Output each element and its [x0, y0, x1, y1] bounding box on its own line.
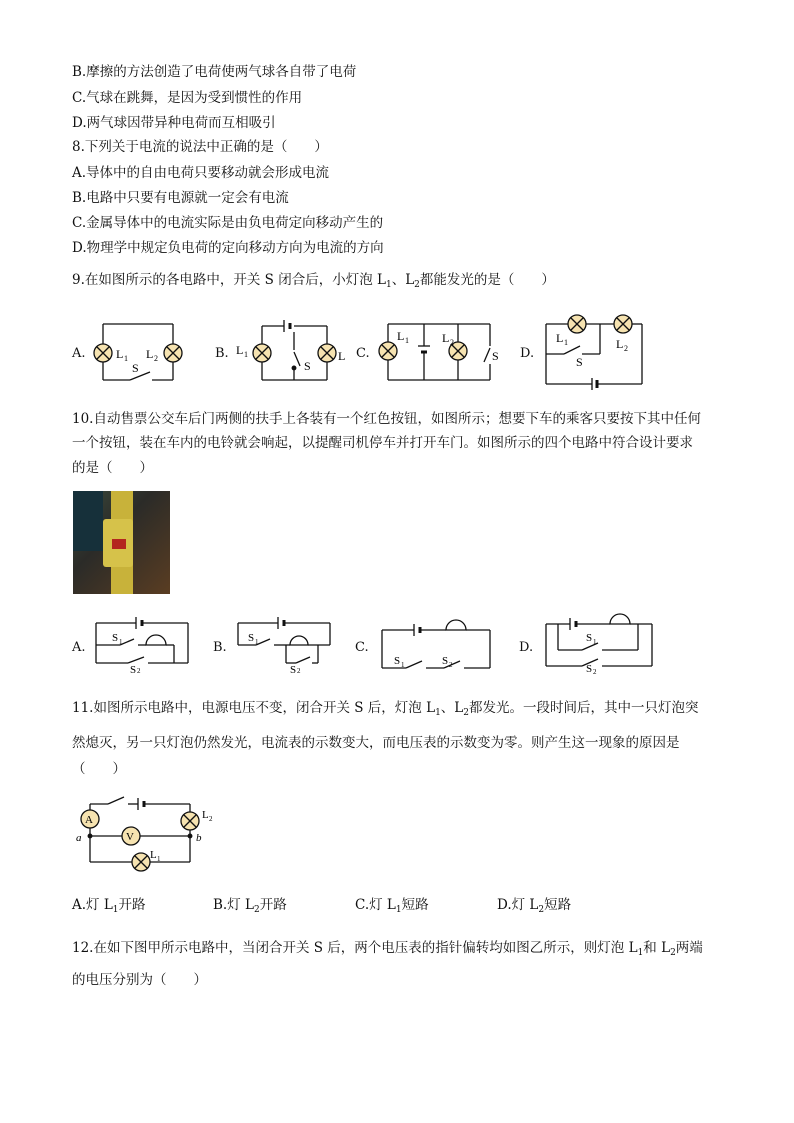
svg-text:2: 2: [137, 667, 141, 675]
svg-text:S: S: [248, 632, 255, 644]
svg-text:1: 1: [119, 638, 123, 646]
svg-text:2: 2: [209, 815, 213, 823]
q9-label-b: B.: [215, 346, 229, 361]
voltmeter-label: V: [126, 831, 134, 843]
q9-label-c: C.: [356, 346, 370, 361]
svg-text:1: 1: [157, 855, 161, 863]
svg-text:b: b: [196, 832, 202, 844]
q9-label-a: A.: [72, 346, 86, 361]
q8-option-c: C.金属导体中的电流实际是由负电荷定向移动产生的: [72, 215, 384, 231]
q8-stem: 8.下列关于电流的说法中正确的是（ ）: [72, 139, 328, 155]
svg-text:2: 2: [624, 344, 628, 353]
svg-text:L: L: [616, 337, 624, 351]
svg-text:S: S: [586, 663, 593, 675]
svg-text:S: S: [112, 632, 119, 644]
q11-line-3: （ ）: [72, 761, 126, 777]
svg-text:S: S: [304, 359, 311, 373]
q10-line-2: 一个按钮，装在车内的电铃就会响起，以提醒司机停车并打开车门。如图所示的四个电路中符合设计要求: [72, 435, 693, 451]
svg-text:S: S: [492, 349, 499, 363]
q8-option-a: A.导体中的自由电荷只要移动就会形成电流: [72, 165, 330, 181]
q9a-l2-label: L: [146, 347, 154, 361]
q9-circuit-c: [380, 318, 500, 388]
svg-text:2: 2: [154, 354, 158, 363]
q8-option-b: B.电路中只要有电源就一定会有电流: [72, 190, 289, 206]
q10-label-c: C.: [355, 640, 369, 655]
q7-option-b: B.摩擦的方法创造了电荷使两气球各自带了电荷: [72, 64, 357, 80]
bus-button-photo: [73, 491, 170, 594]
q7-option-d: D.两气球因带异种电荷而互相吸引: [72, 115, 276, 131]
svg-text:L: L: [236, 343, 244, 357]
q10-label-a: A.: [72, 640, 86, 655]
q10-circuit-c: [378, 612, 496, 674]
q11-option-a: A.灯 $L_1$开路: [72, 897, 146, 915]
svg-text:L: L: [442, 331, 450, 345]
q9-label-d: D.: [520, 346, 535, 361]
q11-option-b: B.灯 $L_2$开路: [213, 897, 287, 915]
svg-text:L: L: [338, 349, 346, 363]
svg-text:2: 2: [297, 667, 301, 675]
q12-line-1: 12.在如下图甲所示电路中，当闭合开关 S 后，两个电压表的指针偏转均如图乙所示，则灯泡 $L_1$和 $L_2$两端: [72, 940, 703, 958]
svg-text:1: 1: [401, 661, 405, 669]
q12-line-2: 的电压分别为（ ）: [72, 972, 207, 988]
svg-text:L: L: [150, 849, 157, 861]
q11-option-d: D.灯 $L_2$短路: [497, 897, 572, 915]
q10-circuit-d: [542, 610, 658, 674]
svg-text:1: 1: [593, 638, 597, 646]
svg-text:S: S: [394, 655, 401, 667]
svg-text:1: 1: [255, 638, 259, 646]
q11-circuit: [70, 792, 230, 878]
svg-text:S: S: [290, 664, 297, 676]
q9-circuit-d: [540, 310, 650, 390]
svg-text:S: S: [130, 664, 137, 676]
svg-text:1: 1: [124, 354, 128, 363]
q10-label-d: D.: [519, 640, 534, 655]
svg-text:1: 1: [244, 350, 248, 359]
svg-text:S: S: [576, 355, 583, 369]
q9a-l1-label: L: [116, 347, 124, 361]
q9-circuit-a: [88, 318, 188, 388]
svg-text:L: L: [397, 329, 405, 343]
q10-label-b: B.: [213, 640, 227, 655]
svg-text:2: 2: [450, 338, 454, 347]
q7-option-c: C.气球在跳舞，是因为受到惯性的作用: [72, 90, 303, 106]
svg-text:1: 1: [564, 338, 568, 347]
q11-option-c: C.灯 $L_1$短路: [355, 897, 429, 915]
svg-text:S: S: [586, 632, 593, 644]
q9-circuit-b: [232, 318, 346, 388]
q8-option-d: D.物理学中规定负电荷的定向移动方向为电流的方向: [72, 240, 384, 256]
svg-text:L: L: [202, 809, 209, 821]
q10-line-3: 的是（ ）: [72, 460, 153, 476]
q11-line-2: 然熄灭，另一只灯泡仍然发光，电流表的示数变大，而电压表的示数变为零。则产生这一现象的原因是: [72, 735, 680, 751]
q10-circuit-a: [92, 615, 194, 676]
q11-line-1: 11.如图所示电路中，电源电压不变，闭合开关 S 后，灯泡 $L_1$、$L_2$都发光。一段时间后，其中一只灯泡突: [72, 700, 699, 718]
q10-circuit-b: [234, 615, 336, 676]
q9a-s-label: S: [132, 361, 139, 375]
svg-text:a: a: [76, 832, 82, 844]
q10-line-1: 10.自动售票公交车后门两侧的扶手上各装有一个红色按钮，如图所示；想要下车的乘客只要按下其中任何: [72, 411, 701, 427]
svg-text:L: L: [556, 331, 564, 345]
ammeter-label: A: [85, 814, 93, 826]
q9-stem: 9.在如图所示的各电路中，开关 S 闭合后，小灯泡 $L_1$、$L_2$都能发光的是（ ）: [72, 272, 555, 290]
svg-text:2: 2: [593, 668, 597, 676]
svg-text:1: 1: [405, 336, 409, 345]
svg-text:2: 2: [449, 661, 453, 669]
svg-text:S: S: [442, 655, 449, 667]
